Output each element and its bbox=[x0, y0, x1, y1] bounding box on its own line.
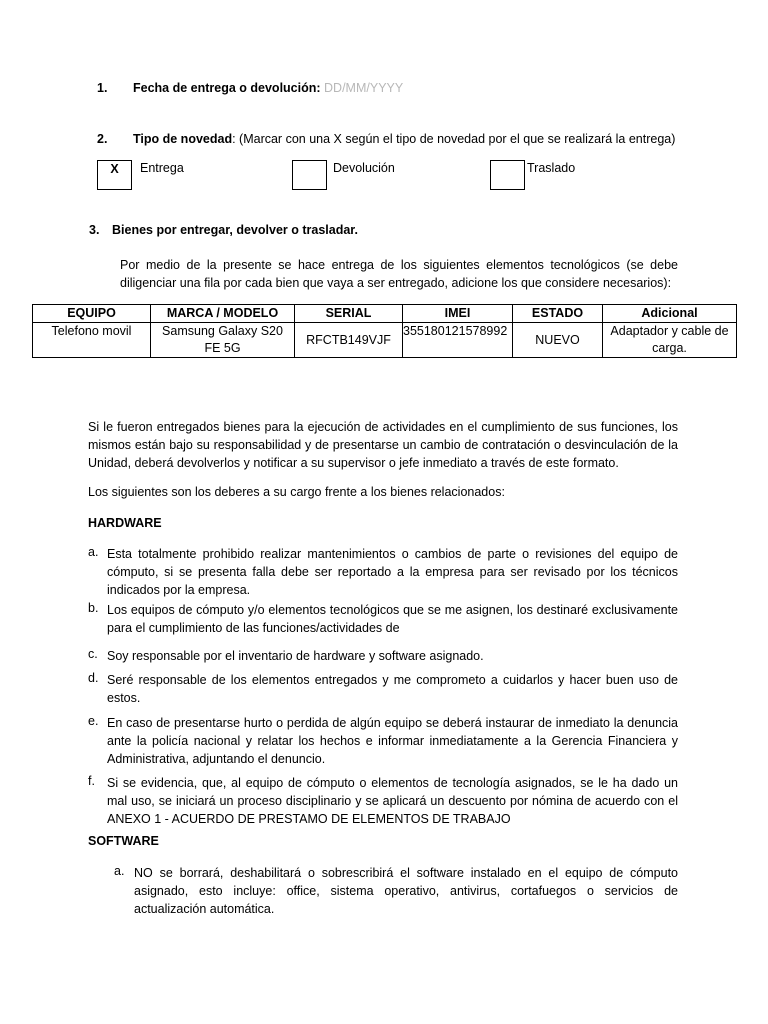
section-3-intro: Por medio de la presente se hace entrega de los siguientes elementos tecnológicos (se debe diligenciar una fila por cada bien que vaya a ser entregado, adicione los que considere necesarios): bbox=[120, 258, 678, 290]
table-header-row bbox=[33, 305, 737, 323]
delivery-date-field[interactable]: DD/MM/YYYY bbox=[324, 81, 404, 95]
column-header: EQUIPO bbox=[33, 305, 151, 323]
checkbox-traslado[interactable] bbox=[490, 160, 525, 190]
section-1-number: 1. bbox=[97, 81, 108, 95]
responsibility-paragraph: Si le fueron entregados bienes para la ejecución de actividades en el cumplimiento de sus funciones, los mismos están bajo su responsabilidad y de presentarse un cambio de contratación o desvinculación de la Unidad, deberá devolverlos y notificar a su supervisor o jefe inmediato a través de este formato. bbox=[88, 420, 678, 470]
checkbox-devolucion[interactable] bbox=[292, 160, 327, 190]
checkbox-entrega[interactable]: X bbox=[97, 160, 132, 190]
table-cell: 355180121578992 bbox=[403, 323, 513, 358]
table-cell: Adaptador y cable de carga. bbox=[603, 323, 737, 358]
hardware-heading: HARDWARE bbox=[88, 516, 162, 530]
section-3-title: Bienes por entregar, devolver o trasladar. bbox=[112, 223, 358, 237]
list-item: b. Los equipos de cómputo y/o elementos tecnológicos que se me asignen, los destinaré exclusivamente para el cumplimiento de las funciones/actividades de bbox=[88, 601, 678, 635]
option-label-entrega: Entrega bbox=[140, 161, 184, 175]
list-item: d. Seré responsable de los elementos entregados y me comprometo a cuidarlos y hacer buen uso de estos. bbox=[88, 671, 678, 705]
table-cell: Telefono movil bbox=[33, 323, 151, 358]
delivery-date-label: Fecha de entrega o devolución: bbox=[133, 81, 321, 95]
column-header: SERIAL bbox=[295, 305, 403, 323]
duties-intro: Los siguientes son los deberes a su cargo frente a los bienes relacionados: bbox=[88, 485, 505, 499]
option-label-devolucion: Devolución bbox=[333, 161, 395, 175]
section-3-number: 3. bbox=[89, 223, 100, 237]
list-item: a. NO se borrará, deshabilitará o sobrescribirá el software instalado en el equipo de cómputo asignado, esto incluye: office, sistema operativo, antivirus, cortafuegos o servicios de actualización automática. bbox=[114, 864, 678, 916]
table-cell: RFCTB149VJF bbox=[295, 323, 403, 358]
software-heading: SOFTWARE bbox=[88, 834, 159, 848]
table-cell: NUEVO bbox=[513, 323, 603, 358]
novelty-type-instruction: : (Marcar con una X según el tipo de novedad por el que se realizará la entrega) bbox=[232, 132, 676, 146]
list-item: c. Soy responsable por el inventario de hardware y software asignado. bbox=[88, 647, 484, 663]
section-2-number: 2. bbox=[97, 132, 108, 146]
column-header: IMEI bbox=[403, 305, 513, 323]
column-header: ESTADO bbox=[513, 305, 603, 323]
column-header: Adicional bbox=[603, 305, 737, 323]
list-item: e. En caso de presentarse hurto o perdida de algún equipo se deberá instaurar de inmediato la denuncia ante la policía nacional y relatar los hechos e informar inmediatamente a la Gerencia Financiera y Administrativa, adjuntando el denuncio. bbox=[88, 714, 678, 766]
table-row bbox=[33, 323, 737, 358]
table-cell: Samsung Galaxy S20 FE 5G bbox=[151, 323, 295, 358]
novelty-type-label: Tipo de novedad bbox=[133, 132, 233, 146]
option-label-traslado: Traslado bbox=[527, 161, 576, 175]
list-item: a. Esta totalmente prohibido realizar mantenimientos o cambios de parte o revisiones del equipo de cómputo, si se presenta falla debe ser reportado a la empresa para ser revisado por los técnicos indicados por la empresa. bbox=[88, 545, 678, 597]
list-item: f. Si se evidencia, que, al equipo de cómputo o elementos de tecnología asignados, se le ha dado un mal uso, se iniciará un proceso disciplinario y se aplicará un descuento por nómina de acuerdo con el ANEXO 1 - ACUERDO DE PRESTAMO DE ELEMENTOS DE TRABAJO bbox=[88, 774, 678, 826]
items-table bbox=[32, 304, 737, 358]
column-header: MARCA / MODELO bbox=[151, 305, 295, 323]
